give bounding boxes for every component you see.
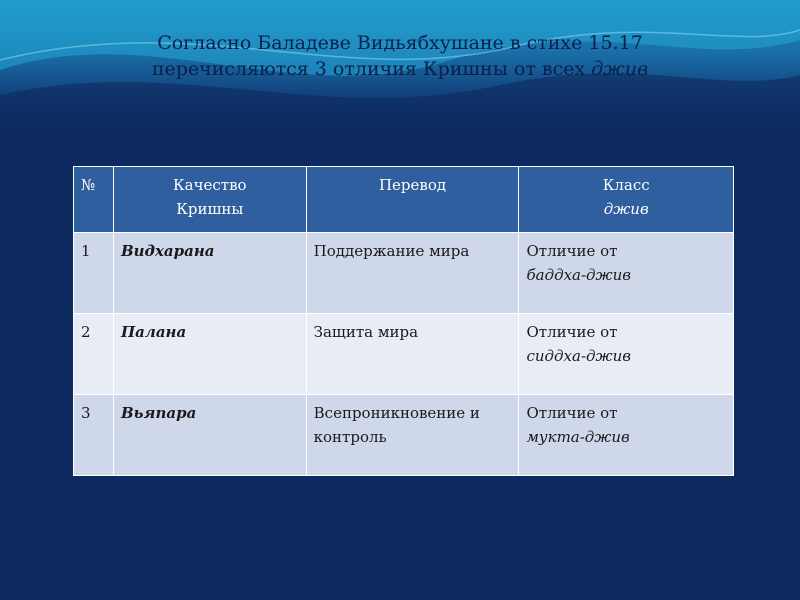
cell-num: 3 [74,395,114,476]
table-header-row [74,167,734,233]
class-prefix: Отличие от [526,323,618,341]
cell-class [519,233,734,314]
class-prefix: Отличие от [526,242,618,260]
header-class-line2: джив [603,200,649,218]
cell-class [519,314,734,395]
table-row [74,395,734,476]
cell-translation: Поддержание мира [306,233,519,314]
cell-quality [113,233,306,314]
cell-quality [113,395,306,476]
cell-num: 1 [74,233,114,314]
quality-name: Палана [120,323,187,341]
header-num: № [74,167,114,233]
cell-translation: Защита мира [306,314,519,395]
class-jiva: баддха-джив [526,266,631,284]
title-line-2 [0,56,800,82]
class-prefix: Отличие от [526,404,618,422]
title-line-2-italic: джив [591,58,649,80]
class-jiva: мукта-джив [526,428,630,446]
title-line-2-text: перечисляются 3 отличия Кришны от всех [151,58,592,80]
header-quality-line1: Качество [173,176,247,194]
quality-name: Вьяпара [120,404,197,422]
table-row [74,314,734,395]
cell-num: 2 [74,314,114,395]
cell-quality [113,314,306,395]
slide-title [0,30,800,82]
qualities-table [73,166,734,476]
header-quality [113,167,306,233]
cell-class [519,395,734,476]
cell-translation: Всепроникновение и контроль [306,395,519,476]
header-class [519,167,734,233]
header-translation: Перевод [306,167,519,233]
header-quality-line2: Кришны [176,200,244,218]
class-jiva: сиддха-джив [526,347,631,365]
header-class-line1: Класс [602,176,650,194]
table-row [74,233,734,314]
quality-name: Видхарана [120,242,215,260]
title-line-1: Согласно Баладеве Видьябхушане в стихе 15.17 [157,32,643,54]
